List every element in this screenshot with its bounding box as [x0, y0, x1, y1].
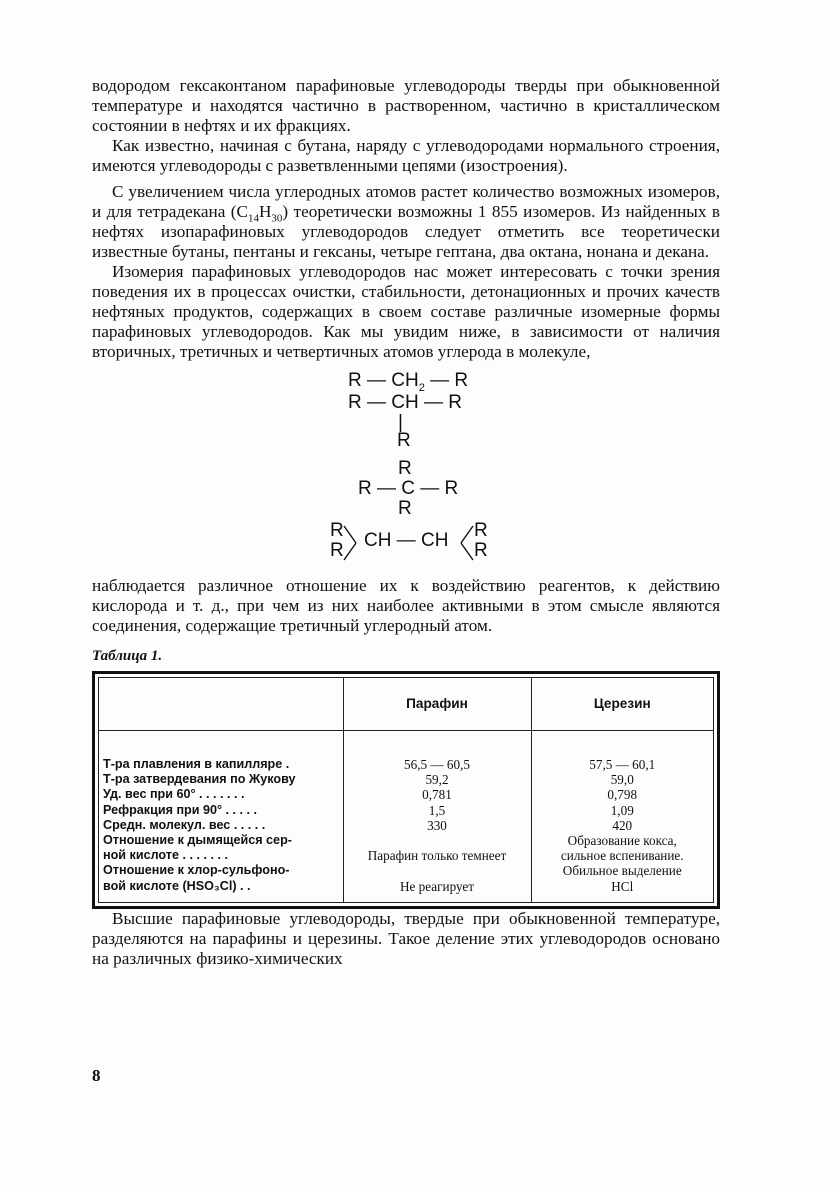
- ceresin-refraction: 1,09: [610, 802, 634, 818]
- formula-diisopropyl-right-bottom: R: [474, 540, 488, 561]
- formula-tertiary: R — CH — R: [348, 392, 462, 413]
- label-solidification-point: Т-ра затвердевания по Жукову: [103, 772, 296, 787]
- property-labels: [99, 731, 343, 902]
- paraffin-melting: 56,5 — 60,5: [404, 757, 470, 772]
- ceresin-sulfuric-2: сильное вспенивание.: [560, 848, 684, 864]
- paragraph-3-sub2: 30: [271, 212, 283, 225]
- label-sulfuric-acid-1: Отношение к дымящейся сер-: [103, 832, 292, 847]
- structural-formulas: [92, 370, 720, 568]
- properties-table: [92, 671, 720, 909]
- ceresin-solidification: 59,0: [610, 772, 634, 788]
- formula-quaternary-top: R: [398, 458, 412, 479]
- ceresin-chlorosulfonic-1: Обильное выделение: [562, 863, 682, 879]
- paraffin-specific-gravity: 0,781: [422, 787, 452, 803]
- label-sulfuric-acid-2: ной кислоте . . . . . . .: [103, 848, 228, 863]
- page-number: 8: [92, 1066, 101, 1085]
- paraffin-chlorosulfonic-1: [344, 863, 531, 878]
- formula-diisopropyl-right-top: R: [474, 520, 488, 541]
- paraffin-sulfuric-2: Парафин только темнеет: [367, 848, 507, 864]
- paragraph-3: [92, 182, 720, 262]
- table-header-blank: [99, 678, 343, 731]
- paragraph-2: Как известно, начиная с бутана, наряду с углеводородами нормального строения, имеются углеводороды с разветвленными цепями (изостроения).: [92, 136, 720, 175]
- table-header-ceresin: Церезин: [531, 678, 713, 731]
- formula-diisopropyl-left-bottom: R: [330, 540, 344, 561]
- right-branch-bracket: [458, 523, 474, 563]
- label-specific-gravity: Уд. вес при 60° . . . . . . .: [103, 787, 245, 802]
- paraffin-refraction: 1,5: [428, 802, 446, 818]
- ceresin-specific-gravity: 0,798: [607, 787, 638, 803]
- ceresin-values: [531, 731, 713, 902]
- formula-secondary: R — $CH_2$ — R: [348, 370, 469, 394]
- paraffin-solidification: 59,2: [425, 772, 449, 788]
- paragraph-3-sub1: 14: [247, 212, 259, 225]
- formula-tertiary-bond: |: [398, 412, 403, 433]
- formula-tertiary-branch: R: [397, 430, 411, 451]
- paragraph-4: Изомерия парафиновых углеводородов нас может интересовать с точки зрения поведения их в процессах очистки, стабильности, детонационных и прочих качеств нефтяных продуктов, содержащих в своем составе различные изомерные формы парафиновых углеводородов. Как мы увидим ниже, в зависимости от наличия вторичных, третичных и четвертичных атомов углерода в молекуле,: [92, 262, 720, 361]
- label-refraction: Рефракция при 90° . . . . .: [103, 802, 258, 817]
- formula-diisopropyl-left-top: R: [330, 520, 344, 541]
- paragraph-3-part2: ) теоретически возможны 1 855 изомеров. Из найденных в нефтях изопарафиновых углеводородов следует отметить все теоретически известные бутаны, пентаны и гексаны, четыре гептана, два октана, нонана и декана.: [92, 202, 720, 261]
- label-melting-point: Т-ра плавления в капилляре .: [103, 757, 290, 771]
- left-branch-bracket: [343, 523, 359, 563]
- ceresin-sulfuric-1: Образование кокса,: [567, 832, 677, 848]
- paragraph-6: Высшие парафиновые углеводороды, твердые при обыкновенной температуре, разделяются на парафины и церезины. Такое деление этих углеводородов основано на различных физико-химических: [92, 909, 720, 968]
- paragraph-5: наблюдается различное отношение их к воздействию реагентов, к действию кислорода и т. д., при чем из них наиболее активными в этом смысле являются соединения, содержащие третичный углеродный атом.: [92, 576, 720, 635]
- table-caption: Таблица 1.: [92, 648, 163, 664]
- label-chlorosulfonic-2: вой кислоте (HSO₃Cl) . .: [103, 878, 251, 893]
- label-molecular-weight: Средн. молекул. вес . . . . .: [103, 817, 266, 832]
- paraffin-chlorosulfonic-2: Не реагирует: [399, 878, 475, 894]
- paragraph-3-mid: H: [258, 202, 272, 221]
- paraffin-molecular-weight: 330: [427, 817, 447, 833]
- paraffin-sulfuric-1: [344, 833, 531, 848]
- formula-quaternary: R — C — R: [358, 478, 459, 499]
- formula-quaternary-bottom: R: [398, 498, 412, 519]
- formula-diisopropyl: CH — CH: [364, 530, 449, 551]
- table-header-paraffin: Парафин: [343, 678, 531, 731]
- ceresin-melting: 57,5 — 60,1: [589, 757, 656, 772]
- paragraph-3-part1: С увеличением числа углеродных атомов растет количество возможных изомеров, и для тетрадекана (C: [92, 182, 720, 221]
- paraffin-values: [343, 731, 531, 902]
- label-chlorosulfonic-1: Отношение к хлор-сульфоно-: [103, 863, 290, 878]
- page-content: [92, 76, 720, 969]
- ceresin-molecular-weight: 420: [612, 817, 633, 833]
- paragraph-1: водородом гексаконтаном парафиновые углеводороды тверды при обыкновенной температуре и находятся частично в растворенном, частично в кристаллическом состоянии в нефтях и их фракциях.: [92, 76, 720, 135]
- ceresin-chlorosulfonic-2: HCl: [611, 878, 634, 894]
